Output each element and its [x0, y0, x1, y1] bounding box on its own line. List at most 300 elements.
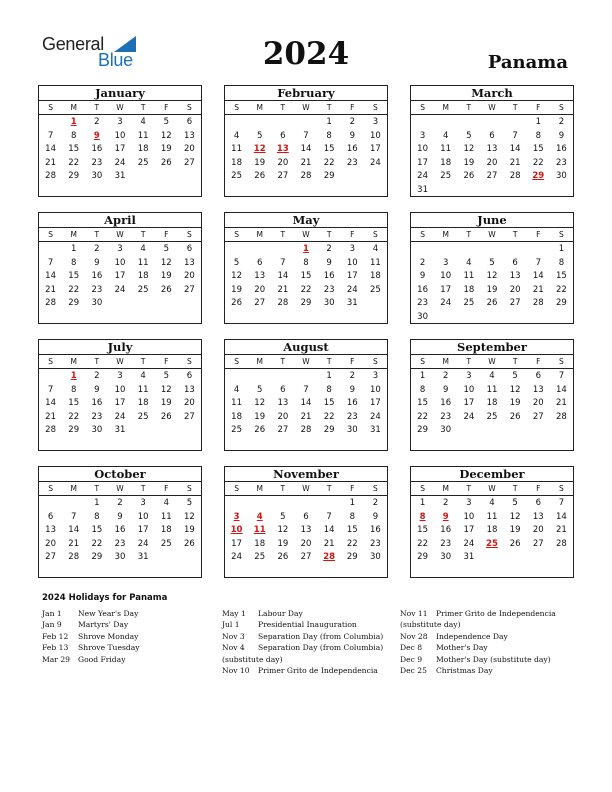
day-cell: 25	[137, 157, 149, 168]
day-cell: 25	[463, 298, 475, 308]
holiday-name: (substitute day)	[222, 654, 283, 664]
holiday-name: Separation Day (from Columbia)	[258, 643, 384, 653]
day-cell: 31	[417, 184, 428, 195]
day-cell: 21	[556, 398, 567, 408]
day-cell: 19	[509, 398, 521, 408]
day-cell: 30	[440, 425, 452, 435]
weekday-label: T	[140, 103, 146, 112]
weekday-label: T	[326, 357, 332, 366]
weekday-label: S	[234, 357, 239, 366]
holidays-title: 2024 Holidays for Panama	[42, 593, 168, 603]
weekday-label: S	[559, 230, 564, 239]
day-cell: 7	[326, 511, 332, 522]
day-cell: 8	[71, 130, 77, 141]
weekday-label: W	[302, 230, 310, 239]
day-cell: 14	[532, 271, 544, 281]
empty-cell	[457, 116, 480, 130]
weekday-label: S	[187, 230, 192, 239]
day-cell: 10	[114, 384, 126, 395]
day-cell: 16	[323, 271, 335, 281]
weekday-label: F	[536, 484, 541, 493]
holiday-name: Mother's Day (substitute day)	[436, 654, 551, 664]
day-cell: 27	[486, 171, 498, 181]
day-cell: 25	[370, 284, 381, 295]
empty-cell	[294, 497, 317, 511]
weekday-label: M	[442, 484, 449, 493]
empty-cell	[225, 243, 248, 257]
day-cell: 13	[277, 398, 289, 408]
day-cell: 31	[114, 425, 126, 435]
holiday-name: Independence Day	[436, 631, 508, 641]
day-grid	[411, 496, 573, 565]
day-cell: 30	[370, 552, 381, 562]
empty-cell	[294, 370, 317, 384]
day-cell: 8	[558, 257, 565, 268]
day-cell: 10	[463, 511, 475, 522]
month-may	[224, 212, 388, 324]
weekday-label: W	[302, 103, 310, 112]
day-cell: 13	[184, 384, 195, 395]
holiday-entry	[42, 642, 140, 653]
weekday-label: T	[140, 230, 146, 239]
day-cell: 4	[233, 130, 240, 141]
day-cell: 25	[231, 171, 242, 181]
day-cell: 25	[231, 425, 242, 435]
day-cell: 3	[466, 371, 472, 381]
day-cell: 8	[326, 384, 332, 395]
day-cell: 15	[68, 144, 80, 154]
weekday-label: M	[70, 103, 77, 112]
weekday-label: T	[140, 484, 146, 493]
holiday-day-cell: 29	[532, 171, 545, 181]
day-cell: 5	[466, 130, 472, 141]
day-cell: 18	[370, 271, 381, 281]
weekday-label: S	[187, 103, 192, 112]
day-cell: 2	[117, 498, 123, 508]
empty-cell	[411, 243, 434, 257]
month-name: May	[225, 213, 387, 228]
weekday-label: T	[280, 103, 286, 112]
day-cell: 8	[94, 511, 100, 522]
weekday-label: T	[326, 484, 332, 493]
day-cell: 3	[419, 130, 426, 141]
day-cell: 22	[417, 411, 428, 422]
weekday-label: F	[536, 357, 541, 366]
weekday-label: T	[280, 484, 286, 493]
weekday-label: W	[488, 357, 496, 366]
day-cell: 29	[417, 552, 428, 562]
day-cell: 24	[440, 298, 452, 308]
day-cell: 7	[71, 511, 77, 522]
day-cell: 24	[346, 284, 358, 295]
day-cell: 21	[509, 157, 521, 168]
day-cell: 8	[419, 384, 426, 395]
day-cell: 26	[254, 425, 266, 435]
weekday-label: M	[442, 357, 449, 366]
day-cell: 11	[440, 144, 452, 154]
day-cell: 16	[440, 398, 452, 408]
holiday-name: Christmas Day	[436, 666, 493, 676]
weekday-label: T	[512, 103, 518, 112]
day-cell: 9	[117, 511, 123, 522]
day-cell: 13	[532, 384, 544, 395]
day-cell: 10	[346, 257, 358, 268]
day-cell: 28	[509, 171, 521, 181]
weekday-label: S	[48, 484, 53, 493]
day-cell: 8	[71, 257, 77, 268]
day-cell: 8	[303, 257, 309, 268]
holiday-day-cell: 1	[303, 244, 309, 254]
month-name: June	[411, 213, 573, 228]
day-cell: 13	[254, 271, 266, 281]
day-cell: 19	[160, 144, 172, 154]
day-cell: 22	[91, 538, 103, 549]
day-cell: 16	[346, 398, 358, 408]
day-cell: 9	[326, 257, 332, 268]
day-cell: 15	[68, 398, 80, 408]
weekday-header	[411, 101, 573, 115]
day-cell: 18	[160, 525, 172, 535]
day-cell: 19	[160, 398, 172, 408]
empty-cell	[480, 243, 503, 257]
empty-cell	[318, 497, 341, 511]
weekday-header	[225, 228, 387, 242]
day-cell: 11	[231, 398, 242, 408]
weekday-label: S	[234, 103, 239, 112]
day-cell: 6	[47, 511, 54, 522]
weekday-label: M	[70, 484, 77, 493]
day-cell: 29	[556, 298, 567, 308]
day-cell: 17	[114, 144, 126, 154]
calendar-year: 2024	[262, 36, 350, 72]
day-cell: 18	[231, 157, 242, 168]
day-cell: 26	[184, 538, 195, 549]
day-cell: 26	[160, 157, 172, 168]
day-cell: 27	[277, 171, 289, 181]
weekday-label: S	[373, 484, 378, 493]
empty-cell	[39, 243, 62, 257]
day-cell: 16	[114, 525, 126, 535]
holiday-name: Martyrs' Day	[78, 620, 129, 630]
weekday-label: S	[48, 230, 53, 239]
month-december	[410, 466, 574, 578]
empty-cell	[62, 497, 85, 511]
month-name: November	[225, 467, 387, 482]
empty-cell	[504, 243, 527, 257]
day-cell: 4	[163, 498, 169, 508]
day-cell: 11	[137, 257, 149, 268]
day-cell: 21	[277, 284, 289, 295]
day-cell: 7	[558, 498, 565, 508]
day-cell: 18	[254, 538, 266, 549]
empty-cell	[248, 370, 271, 384]
day-cell: 29	[68, 171, 80, 181]
day-cell: 19	[184, 525, 195, 535]
empty-cell	[434, 116, 457, 130]
day-cell: 12	[160, 257, 172, 268]
day-cell: 25	[137, 284, 149, 295]
day-cell: 4	[140, 117, 146, 127]
day-cell: 14	[556, 511, 567, 522]
day-cell: 6	[186, 371, 193, 381]
day-cell: 29	[346, 552, 358, 562]
day-cell: 4	[489, 371, 495, 381]
day-cell: 30	[346, 425, 358, 435]
holiday-name: Labour Day	[258, 609, 303, 618]
day-cell: 10	[137, 511, 149, 522]
holiday-name: Good Friday	[78, 654, 126, 664]
weekday-label: M	[442, 103, 449, 112]
month-january	[38, 85, 202, 197]
day-cell: 1	[94, 498, 100, 508]
weekday-label: S	[373, 103, 378, 112]
logo-text-blue: Blue	[98, 50, 133, 70]
day-cell: 23	[417, 298, 428, 308]
weekday-label: W	[116, 230, 124, 239]
day-cell: 1	[558, 244, 565, 254]
day-cell: 5	[163, 117, 169, 127]
day-cell: 12	[160, 384, 172, 395]
empty-cell	[271, 370, 294, 384]
day-cell: 5	[512, 371, 518, 381]
weekday-label: M	[70, 357, 77, 366]
holiday-date: May 1	[222, 609, 246, 618]
day-cell: 28	[277, 298, 289, 308]
day-cell: 23	[556, 157, 567, 168]
day-cell: 26	[231, 298, 242, 308]
day-cell: 12	[486, 271, 498, 281]
weekday-label: T	[280, 230, 286, 239]
day-cell: 18	[137, 398, 149, 408]
weekday-header	[225, 482, 387, 496]
day-cell: 23	[440, 411, 452, 422]
day-cell: 25	[160, 538, 172, 549]
day-cell: 9	[372, 511, 379, 522]
day-cell: 26	[509, 538, 521, 549]
weekday-header	[39, 355, 201, 369]
day-cell: 15	[532, 144, 544, 154]
month-august	[224, 339, 388, 451]
weekday-label: T	[140, 357, 146, 366]
day-cell: 13	[300, 525, 312, 535]
holiday-entry	[42, 631, 140, 642]
empty-cell	[225, 370, 248, 384]
day-cell: 14	[323, 525, 335, 535]
empty-cell	[248, 497, 271, 511]
holiday-entry	[400, 654, 556, 665]
day-cell: 25	[440, 171, 452, 181]
holiday-date: Dec 9	[400, 654, 423, 664]
empty-cell	[504, 116, 527, 130]
day-cell: 16	[91, 271, 103, 281]
weekday-label: M	[256, 230, 263, 239]
day-grid	[39, 369, 201, 438]
day-cell: 14	[45, 398, 56, 408]
day-cell: 20	[45, 538, 56, 549]
holiday-column	[222, 608, 383, 676]
weekday-label: S	[559, 103, 564, 112]
day-cell: 25	[486, 411, 498, 422]
day-cell: 24	[137, 538, 149, 549]
weekday-header	[411, 482, 573, 496]
day-cell: 19	[160, 271, 172, 281]
day-cell: 17	[370, 144, 381, 154]
holiday-day-cell: 9	[442, 511, 449, 522]
day-cell: 4	[372, 244, 379, 254]
day-cell: 5	[186, 498, 193, 508]
day-cell: 22	[556, 284, 567, 295]
month-february	[224, 85, 388, 197]
day-cell: 23	[440, 538, 452, 549]
weekday-label: M	[256, 103, 263, 112]
day-cell: 3	[117, 244, 123, 254]
empty-cell	[527, 243, 550, 257]
weekday-label: W	[116, 357, 124, 366]
holiday-date: Dec 8	[400, 643, 423, 653]
day-cell: 10	[370, 384, 381, 395]
day-cell: 29	[68, 425, 80, 435]
day-cell: 16	[440, 525, 452, 535]
day-cell: 1	[326, 371, 332, 381]
day-cell: 13	[509, 271, 521, 281]
day-cell: 8	[349, 511, 355, 522]
day-cell: 6	[489, 130, 495, 141]
day-cell: 4	[140, 244, 146, 254]
weekday-label: T	[94, 357, 100, 366]
holiday-day-cell: 1	[70, 117, 77, 127]
day-cell: 1	[71, 244, 77, 254]
day-cell: 20	[532, 525, 544, 535]
weekday-label: S	[559, 357, 564, 366]
weekday-header	[39, 228, 201, 242]
day-cell: 23	[346, 157, 358, 168]
day-cell: 12	[463, 144, 475, 154]
weekday-label: T	[94, 484, 100, 493]
holiday-date: Nov 4	[222, 643, 245, 653]
day-cell: 20	[300, 538, 312, 549]
day-cell: 15	[556, 271, 567, 281]
day-cell: 17	[114, 398, 126, 408]
day-cell: 23	[114, 538, 126, 549]
day-cell: 5	[489, 257, 495, 268]
empty-cell	[434, 243, 457, 257]
day-cell: 22	[532, 157, 544, 168]
weekday-label: M	[70, 230, 77, 239]
holiday-name: Shrove Monday	[78, 631, 139, 641]
day-cell: 20	[184, 398, 195, 408]
holiday-name: Presidential Inauguration	[258, 620, 357, 630]
day-cell: 5	[257, 384, 263, 395]
weekday-label: S	[48, 357, 53, 366]
day-cell: 17	[463, 398, 475, 408]
day-cell: 22	[417, 538, 428, 549]
day-cell: 11	[463, 271, 475, 281]
day-cell: 28	[556, 411, 567, 422]
day-cell: 22	[300, 284, 312, 295]
day-cell: 17	[114, 271, 126, 281]
holiday-entry	[222, 665, 383, 676]
holiday-entry	[42, 654, 140, 665]
day-cell: 23	[370, 538, 381, 549]
holiday-date: Nov 10	[222, 666, 250, 676]
day-cell: 8	[71, 384, 77, 395]
day-cell: 11	[137, 130, 149, 141]
weekday-label: T	[512, 230, 518, 239]
day-cell: 17	[417, 157, 428, 168]
weekday-label: S	[373, 357, 378, 366]
day-cell: 19	[254, 411, 266, 422]
day-cell: 12	[509, 511, 521, 522]
weekday-label: W	[302, 484, 310, 493]
weekday-label: M	[256, 357, 263, 366]
weekday-label: F	[350, 357, 355, 366]
day-grid	[225, 115, 387, 184]
day-cell: 30	[323, 298, 335, 308]
holiday-entry	[222, 619, 383, 630]
day-cell: 12	[509, 384, 521, 395]
day-grid	[225, 369, 387, 438]
holiday-entry	[222, 608, 383, 619]
empty-cell	[411, 116, 434, 130]
day-cell: 20	[184, 271, 195, 281]
day-cell: 24	[463, 538, 475, 549]
holiday-date: Jan 1	[42, 609, 62, 618]
day-cell: 11	[137, 384, 149, 395]
day-cell: 31	[346, 298, 358, 308]
day-cell: 29	[323, 425, 335, 435]
day-cell: 13	[45, 525, 56, 535]
day-cell: 2	[326, 244, 332, 254]
weekday-label: T	[466, 230, 472, 239]
day-cell: 8	[326, 130, 332, 141]
day-cell: 17	[137, 525, 149, 535]
month-november	[224, 466, 388, 578]
day-cell: 21	[300, 157, 312, 168]
day-cell: 14	[45, 144, 56, 154]
holiday-entry	[400, 631, 556, 642]
day-cell: 25	[254, 552, 266, 562]
day-cell: 25	[137, 411, 149, 422]
day-cell: 28	[556, 538, 567, 549]
day-cell: 1	[326, 117, 332, 127]
holiday-date: Feb 13	[42, 643, 69, 653]
day-cell: 6	[186, 244, 193, 254]
day-cell: 2	[372, 498, 379, 508]
day-cell: 11	[160, 511, 172, 522]
weekday-label: W	[116, 103, 124, 112]
day-cell: 27	[184, 284, 195, 295]
day-cell: 16	[91, 144, 103, 154]
day-cell: 1	[419, 371, 426, 381]
day-cell: 14	[300, 398, 312, 408]
weekday-label: W	[302, 357, 310, 366]
day-cell: 24	[114, 157, 126, 168]
day-cell: 24	[114, 284, 126, 295]
day-cell: 27	[254, 298, 266, 308]
day-cell: 19	[277, 538, 289, 549]
day-grid	[225, 242, 387, 311]
holiday-day-cell: 13	[276, 144, 289, 154]
day-cell: 13	[184, 257, 195, 268]
holiday-day-cell: 25	[486, 538, 498, 549]
day-grid	[411, 115, 573, 197]
day-cell: 6	[280, 384, 286, 395]
holiday-date: Nov 11	[400, 609, 428, 618]
day-cell: 30	[440, 552, 452, 562]
holiday-day-cell: 9	[93, 130, 100, 141]
month-march	[410, 85, 574, 197]
day-cell: 3	[372, 117, 379, 127]
